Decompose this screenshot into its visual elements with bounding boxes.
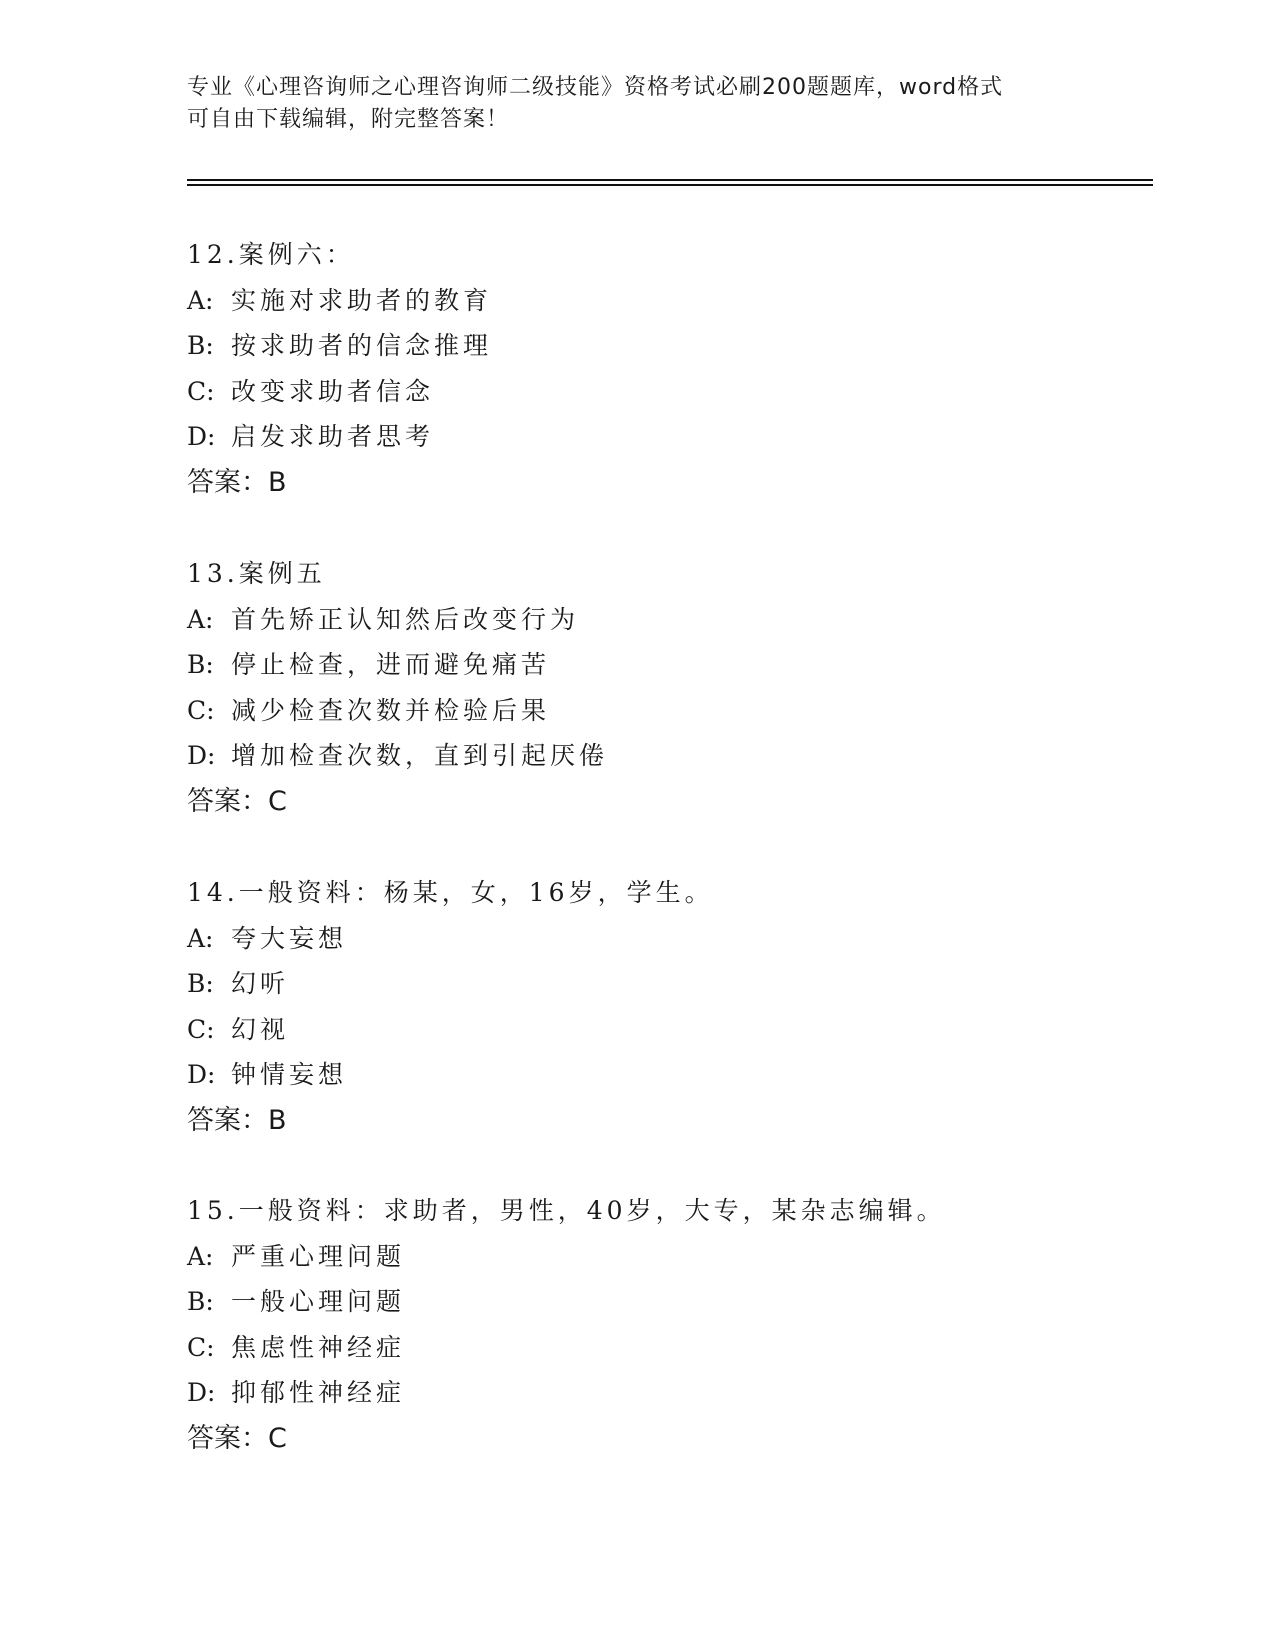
option-a: [187, 1234, 1147, 1280]
header-divider-top: [187, 179, 1153, 181]
option-text: 抑郁性神经症: [231, 1378, 406, 1407]
option-text: 增加检查次数，直到引起厌倦: [231, 741, 609, 770]
option-b: [187, 323, 1147, 369]
option-key: C:: [187, 1332, 215, 1362]
answer-line: 答案：B: [187, 466, 287, 498]
option-key: A:: [187, 285, 214, 315]
option-a: [187, 597, 1147, 643]
option-text: 停止检查，进而避免痛苦: [231, 650, 551, 679]
question-15: [187, 1188, 1147, 1461]
question-title: 15.一般资料：求助者，男性，40岁，大专，某杂志编辑。: [187, 1196, 946, 1225]
option-key: C:: [187, 695, 215, 725]
option-a: [187, 916, 1147, 962]
option-key: D:: [187, 1060, 216, 1089]
option-d: [187, 1052, 1147, 1098]
option-a: [187, 278, 1147, 324]
option-text: 幻听: [231, 969, 290, 998]
answer-line: 答案：C: [187, 1422, 287, 1454]
option-key: C:: [187, 1014, 215, 1044]
header-divider-bottom: [187, 184, 1153, 186]
option-b: [187, 1279, 1147, 1325]
question-title: 13.案例五: [187, 559, 326, 588]
option-key: A:: [187, 923, 214, 953]
option-d: [187, 414, 1147, 460]
question-12: [187, 232, 1147, 505]
option-key: D:: [187, 741, 216, 770]
option-key: C:: [187, 376, 215, 406]
option-text: 夸大妄想: [231, 923, 348, 953]
header-line-1: 专业《心理咨询师之心理咨询师二级技能》资格考试必刷200题题库，word格式: [187, 75, 1004, 100]
answer-line: 答案：B: [187, 1104, 287, 1136]
option-text: 幻视: [231, 1014, 290, 1044]
option-d: [187, 1370, 1147, 1416]
option-c: [187, 688, 1147, 734]
question-title: 14.一般资料：杨某，女，16岁，学生。: [187, 878, 714, 907]
option-c: [187, 1007, 1147, 1053]
option-key: B:: [187, 331, 214, 360]
answer-line: 答案：C: [187, 785, 287, 817]
option-text: 减少检查次数并检验后果: [231, 695, 551, 725]
option-b: [187, 961, 1147, 1007]
question-title: 12.案例六：: [187, 240, 355, 269]
option-text: 首先矫正认知然后改变行为: [231, 604, 580, 634]
option-text: 实施对求助者的教育: [231, 285, 493, 315]
option-text: 改变求助者信念: [231, 376, 435, 406]
option-c: [187, 369, 1147, 415]
option-key: B:: [187, 1287, 214, 1316]
option-key: D:: [187, 422, 216, 451]
question-14: [187, 870, 1147, 1143]
header-line-2: 可自由下载编辑，附完整答案！: [187, 107, 510, 132]
option-b: [187, 642, 1147, 688]
option-d: [187, 733, 1147, 779]
option-text: 一般心理问题: [231, 1287, 406, 1316]
option-key: B:: [187, 650, 214, 679]
option-key: A:: [187, 604, 214, 634]
option-text: 焦虑性神经症: [231, 1332, 406, 1362]
option-key: B:: [187, 969, 214, 998]
question-13: [187, 551, 1147, 824]
option-text: 启发求助者思考: [231, 422, 435, 451]
option-c: [187, 1325, 1147, 1371]
document-header: [187, 72, 1087, 136]
option-key: A:: [187, 1241, 214, 1271]
option-key: D:: [187, 1378, 216, 1407]
option-text: 按求助者的信念推理: [231, 331, 493, 360]
option-text: 钟情妄想: [231, 1060, 348, 1089]
option-text: 严重心理问题: [231, 1241, 406, 1271]
